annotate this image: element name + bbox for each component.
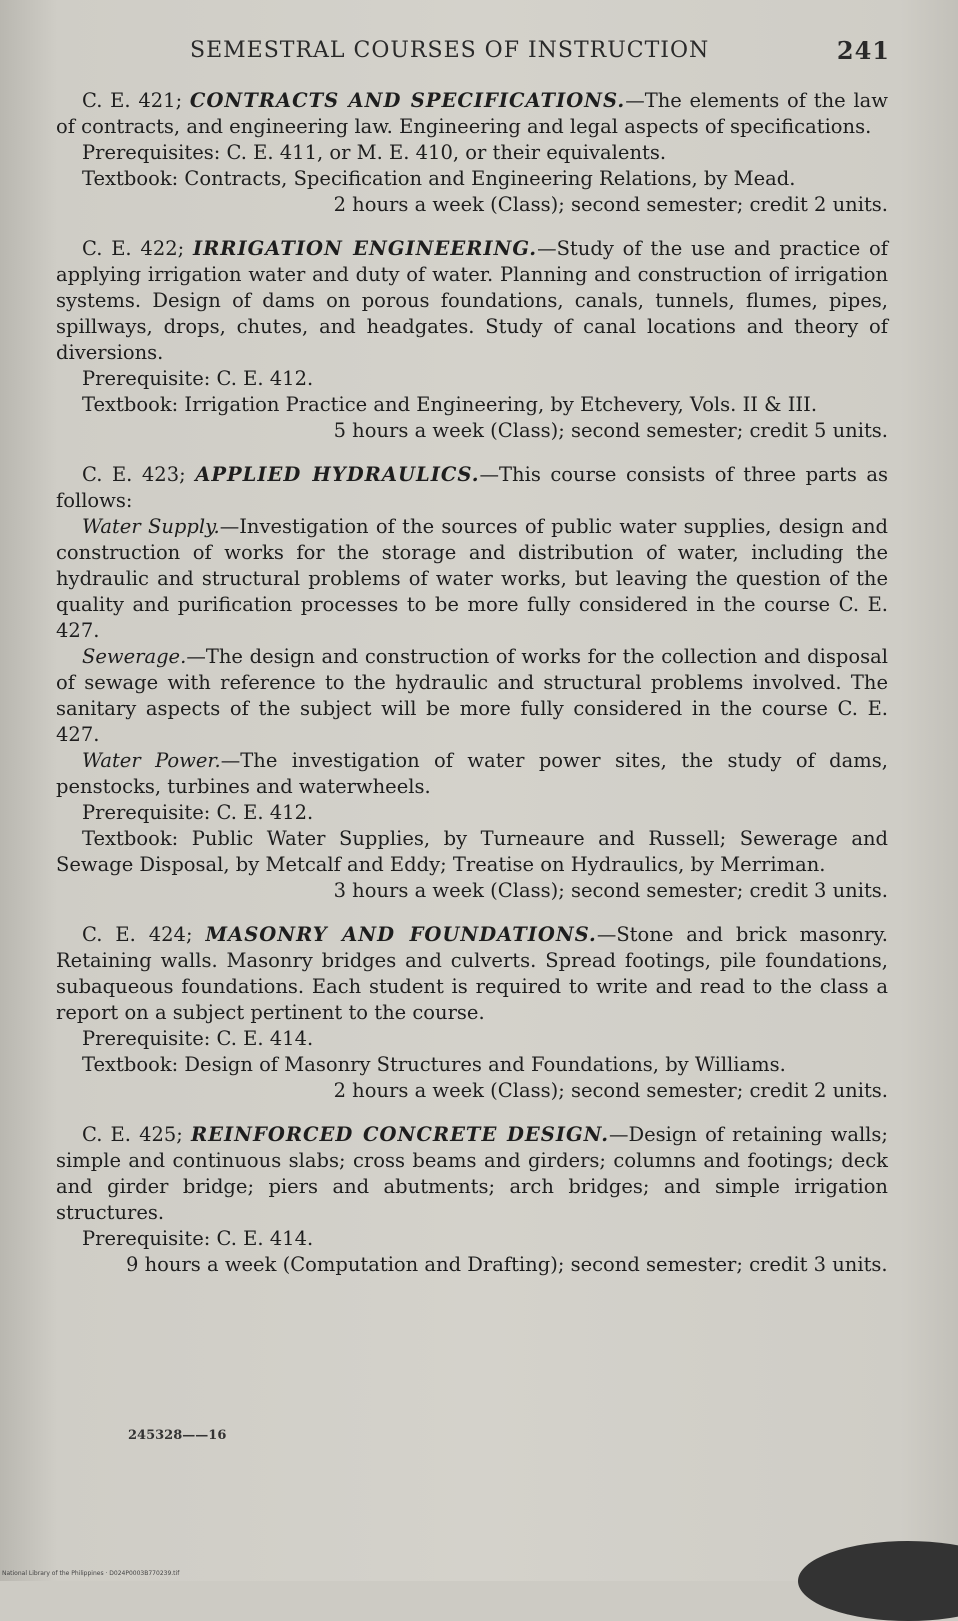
- running-title: SEMESTRAL COURSES OF INSTRUCTION: [190, 38, 710, 63]
- course-ce-424: [56, 922, 888, 1104]
- course-hours: 3 hours a week (Class); second semester; credit 3 units.: [333, 879, 888, 902]
- course-description-text: —Design of retaining walls; simple and continuous slabs; cross beams and girders; columns and footings; deck and girder bridge; piers and abutments; arch bridges; and simple irrigation structures.: [56, 1123, 888, 1224]
- course-description: [56, 462, 888, 514]
- course-hours: 2 hours a week (Class); second semester; credit 2 units.: [333, 193, 888, 216]
- course-title: CONTRACTS AND SPECIFICATIONS.: [189, 89, 626, 112]
- subsection-heading: Water Power.: [82, 749, 221, 772]
- course-ce-422: [56, 236, 888, 444]
- page-number: 241: [836, 36, 890, 65]
- course-description: [56, 236, 888, 366]
- course-prerequisite: Prerequisites: C. E. 411, or M. E. 410, or their equivalents.: [82, 141, 667, 164]
- course-description-text: —This course consists of three parts as follows:: [56, 463, 888, 512]
- subsection-water-supply: [56, 514, 888, 644]
- course-list: [56, 88, 888, 1296]
- subsection-text: —The investigation of water power sites, the study of dams, penstocks, turbines and waterwheels.: [56, 749, 888, 798]
- course-description-text: —Stone and brick masonry. Retaining walls. Masonry bridges and culverts. Spread footings, pile foundations, subaqueous foundations. Each student is required to write and read to the class a report on a subject pertinent to the course.: [56, 923, 889, 1024]
- subsection-sewerage: [56, 644, 888, 748]
- subsection-water-power: [56, 748, 888, 800]
- subsection-heading: Water Supply.: [82, 515, 220, 538]
- scan-shadow: [798, 1541, 958, 1621]
- course-code: C. E. 424;: [82, 923, 193, 946]
- course-prerequisite: Prerequisite: C. E. 412.: [82, 801, 314, 824]
- course-prerequisite: Prerequisite: C. E. 412.: [82, 367, 314, 390]
- course-textbook: Textbook: Design of Masonry Structures and Foundations, by Williams.: [82, 1053, 786, 1076]
- subsection-heading: Sewerage.: [82, 645, 187, 668]
- subsection-text: —Investigation of the sources of public water supplies, design and construction of works for the storage and distribution of water, including the hydraulic and structural problems of water works, but leaving the question of the quality and purification processes to be more fully considered in the course C. E. 427.: [56, 515, 888, 642]
- course-code: C. E. 422;: [82, 237, 185, 260]
- course-ce-425: [56, 1122, 888, 1278]
- course-description: [56, 922, 888, 1026]
- course-ce-421: [56, 88, 888, 218]
- course-code: C. E. 423;: [82, 463, 186, 486]
- course-description: [56, 1122, 888, 1226]
- course-hours: 5 hours a week (Class); second semester; credit 5 units.: [333, 419, 888, 442]
- course-hours: 9 hours a week (Computation and Drafting); second semester; credit 3 units.: [126, 1253, 888, 1276]
- course-textbook: Textbook: Public Water Supplies, by Turneaure and Russell; Sewerage and Sewage Disposal, by Metcalf and Eddy; Treatise on Hydraulics, by Merriman.: [56, 827, 888, 876]
- course-textbook: Textbook: Contracts, Specification and Engineering Relations, by Mead.: [82, 167, 796, 190]
- course-description-text: —Study of the use and practice of applying irrigation water and duty of water. Planning and construction of irrigation systems. Design of dams on porous foundations, canals, tunnels, flumes, pipes, spillways, drops, chutes, and headgates. Study of canal locations and theory of diversions.: [56, 237, 888, 364]
- course-textbook: Textbook: Irrigation Practice and Engineering, by Etchevery, Vols. II & III.: [82, 393, 818, 416]
- course-ce-423: [56, 462, 888, 904]
- running-header: [190, 38, 890, 63]
- course-code: C. E. 421;: [82, 89, 183, 112]
- course-prerequisite: Prerequisite: C. E. 414.: [82, 1227, 314, 1250]
- print-code: 245328——16: [128, 1428, 227, 1443]
- course-title: APPLIED HYDRAULICS.: [195, 463, 480, 486]
- course-hours: 2 hours a week (Class); second semester; credit 2 units.: [333, 1079, 888, 1102]
- subsection-text: —The design and construction of works for the collection and disposal of sewage with reference to the hydraulic and structural problems involved. The sanitary aspects of the subject will be more fully considered in the course C. E. 427.: [56, 645, 888, 746]
- course-prerequisite: Prerequisite: C. E. 414.: [82, 1027, 314, 1050]
- course-description: [56, 88, 888, 140]
- course-description-text: —The elements of the law of contracts, and engineering law. Engineering and legal aspects of specifications.: [56, 89, 888, 138]
- course-code: C. E. 425;: [82, 1123, 183, 1146]
- course-title: IRRIGATION ENGINEERING.: [192, 237, 538, 260]
- scan-credit: National Library of the Philippines · D024P0003B770239.tif: [2, 1570, 180, 1577]
- course-title: REINFORCED CONCRETE DESIGN.: [190, 1123, 609, 1146]
- course-title: MASONRY AND FOUNDATIONS.: [205, 923, 597, 946]
